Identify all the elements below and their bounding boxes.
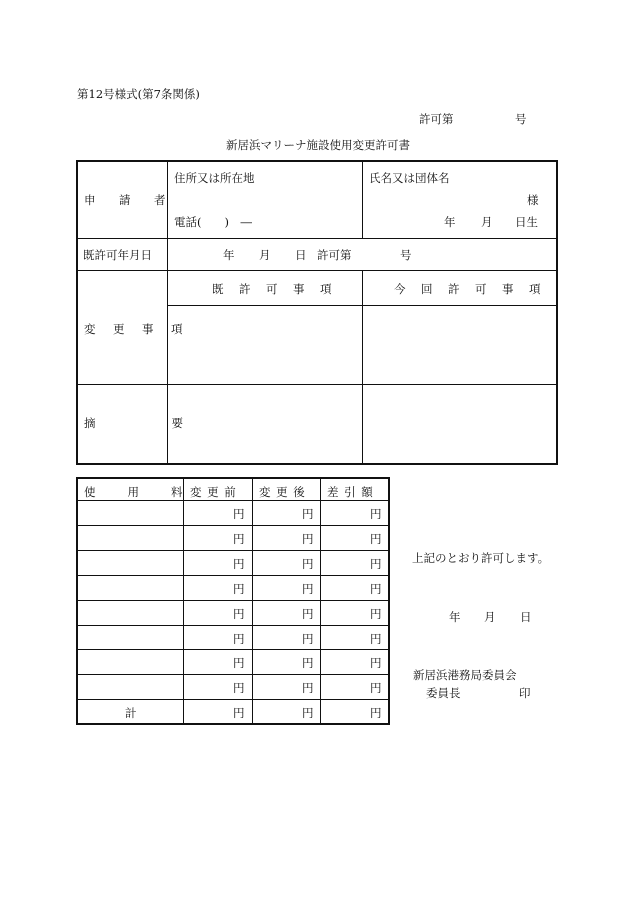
yen-unit: 円 bbox=[370, 681, 382, 695]
phone-label: 電話( ) ― bbox=[174, 215, 252, 229]
fee-row-divider bbox=[77, 625, 389, 626]
prior-permit-number-suffix: 号 bbox=[400, 248, 412, 262]
fee-header-after: 変 更 後 bbox=[259, 485, 306, 499]
fee-header-difference: 差 引 額 bbox=[327, 485, 374, 499]
approval-month: 月 bbox=[484, 610, 496, 624]
yen-unit: 円 bbox=[370, 706, 382, 720]
fee-header-usage: 使 用 料 bbox=[84, 485, 186, 499]
seal-mark: 印 bbox=[519, 686, 531, 700]
document-title: 新居浜マリーナ施設使用変更許可書 bbox=[226, 138, 410, 152]
form-number: 第12号様式(第7条関係) bbox=[77, 87, 200, 101]
divider bbox=[362, 271, 363, 464]
fee-header-before: 変 更 前 bbox=[190, 485, 237, 499]
yen-unit: 円 bbox=[302, 532, 314, 546]
divider bbox=[77, 384, 557, 385]
yen-unit: 円 bbox=[233, 656, 245, 670]
yen-unit: 円 bbox=[302, 607, 314, 621]
yen-unit: 円 bbox=[370, 607, 382, 621]
divider bbox=[77, 270, 557, 271]
current-items-header: 今 回 許 可 事 項 bbox=[394, 282, 543, 296]
approval-year: 年 bbox=[449, 610, 461, 624]
yen-unit: 円 bbox=[370, 632, 382, 646]
divider bbox=[77, 238, 557, 239]
fee-row-divider bbox=[77, 500, 389, 501]
yen-unit: 円 bbox=[233, 681, 245, 695]
prior-permit-day: 日 bbox=[295, 248, 307, 262]
yen-unit: 円 bbox=[302, 582, 314, 596]
fee-row-divider bbox=[77, 550, 389, 551]
yen-unit: 円 bbox=[233, 632, 245, 646]
chair-title: 委員長 bbox=[426, 686, 461, 700]
yen-unit: 円 bbox=[233, 706, 245, 720]
yen-unit: 円 bbox=[302, 656, 314, 670]
fee-row-divider bbox=[77, 674, 389, 675]
yen-unit: 円 bbox=[233, 582, 245, 596]
fee-row-divider bbox=[77, 699, 389, 700]
yen-unit: 円 bbox=[302, 557, 314, 571]
applicant-label: 申 請 者 bbox=[84, 193, 172, 207]
fee-row-divider bbox=[77, 649, 389, 650]
issuer-name: 新居浜港務局委員会 bbox=[413, 668, 517, 682]
yen-unit: 円 bbox=[302, 681, 314, 695]
fee-row-divider bbox=[77, 575, 389, 576]
yen-unit: 円 bbox=[370, 557, 382, 571]
fee-total-label: 計 bbox=[125, 706, 137, 720]
divider bbox=[183, 478, 184, 724]
fee-row-divider bbox=[77, 525, 389, 526]
yen-unit: 円 bbox=[370, 656, 382, 670]
divider bbox=[362, 161, 363, 238]
fee-row-divider bbox=[77, 600, 389, 601]
yen-unit: 円 bbox=[233, 532, 245, 546]
yen-unit: 円 bbox=[370, 532, 382, 546]
approval-day: 日 bbox=[520, 610, 532, 624]
prior-permit-number-prefix: 許可第 bbox=[317, 248, 352, 262]
yen-unit: 円 bbox=[302, 632, 314, 646]
prior-permit-year: 年 bbox=[223, 248, 235, 262]
name-label: 氏名又は団体名 bbox=[369, 171, 450, 185]
prior-items-header: 既 許 可 事 項 bbox=[212, 282, 334, 296]
yen-unit: 円 bbox=[233, 507, 245, 521]
divider bbox=[320, 478, 321, 724]
permit-number-prefix: 許可第 bbox=[419, 112, 454, 126]
yen-unit: 円 bbox=[233, 607, 245, 621]
honorific: 様 bbox=[527, 193, 539, 207]
prior-permit-label: 既許可年月日 bbox=[83, 248, 152, 262]
yen-unit: 円 bbox=[233, 557, 245, 571]
yen-unit: 円 bbox=[302, 507, 314, 521]
yen-unit: 円 bbox=[370, 582, 382, 596]
yen-unit: 円 bbox=[370, 507, 382, 521]
prior-permit-month: 月 bbox=[259, 248, 271, 262]
address-label: 住所又は所在地 bbox=[174, 171, 255, 185]
approval-statement: 上記のとおり許可します。 bbox=[412, 551, 550, 565]
permit-number-suffix: 号 bbox=[515, 112, 527, 126]
birth-month: 月 bbox=[481, 215, 493, 229]
changes-label: 変 更 事 項 bbox=[84, 322, 186, 336]
summary-label: 摘 要 bbox=[84, 416, 189, 430]
birth-year: 年 bbox=[444, 215, 456, 229]
divider bbox=[252, 478, 253, 724]
yen-unit: 円 bbox=[302, 706, 314, 720]
birth-day: 日生 bbox=[515, 215, 538, 229]
